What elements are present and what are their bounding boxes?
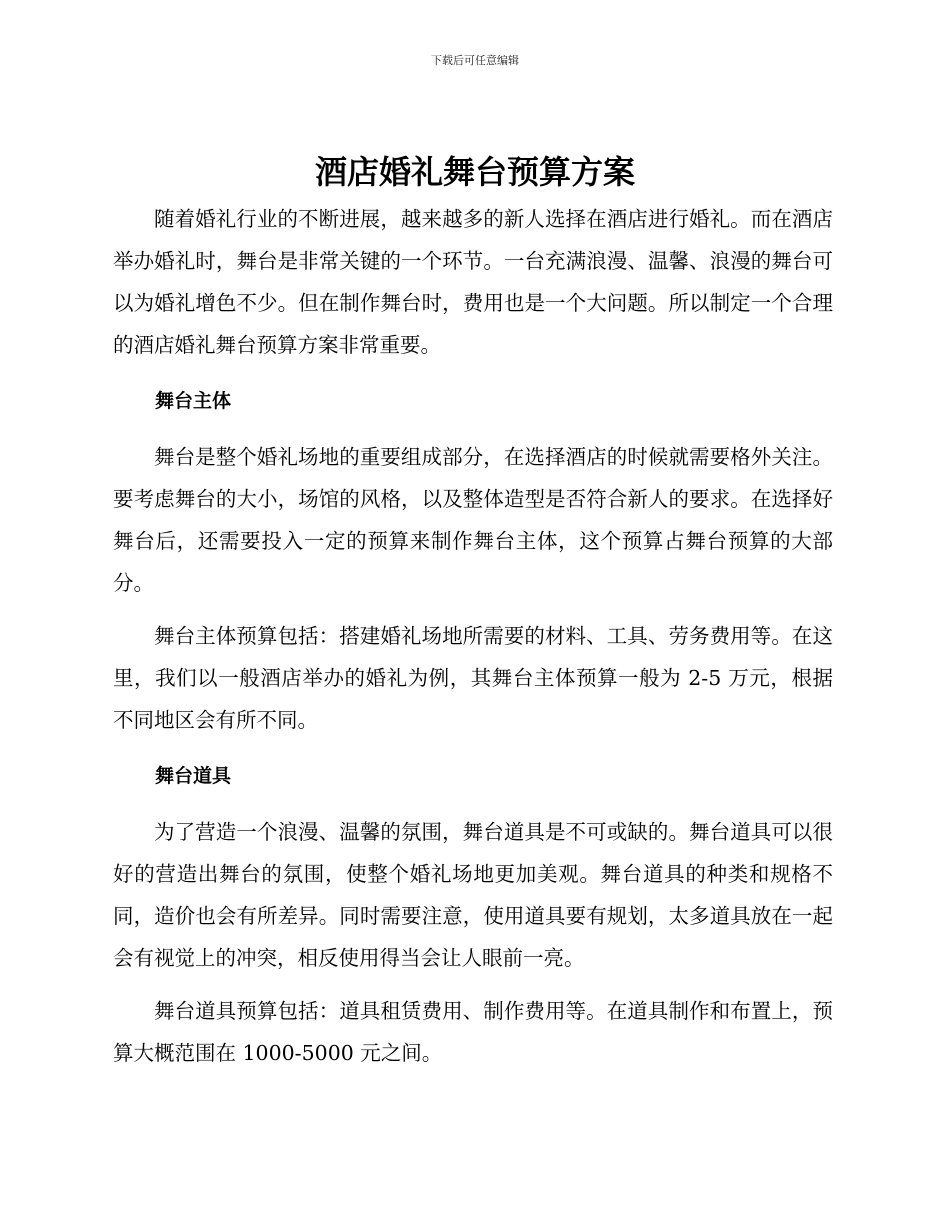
document-title: 酒店婚礼舞台预算方案 — [314, 153, 635, 191]
section-paragraph: 为了营造一个浪漫、温馨的氛围，舞台道具是不可或缺的。舞台道具可以很好的营造出舞台的氛围，使整个婚礼场地更加美观。舞台道具的种类和规格不同，造价也会有所差异。同时需要注意，使用道具要有规划，太多道具放在一起会有视觉上的冲突，相反使用得当会让人眼前一亮。 — [113, 820, 833, 970]
document-body — [113, 198, 833, 1074]
intro-paragraph: 随着婚礼行业的不断进展，越来越多的新人选择在酒店进行婚礼。而在酒店举办婚礼时，舞台是非常关键的一个环节。一台充满浪漫、温馨、浪漫的舞台可以为婚礼增色不少。但在制作舞台时，费用也是一个大问题。所以制定一个合理的酒店婚礼舞台预算方案非常重要。 — [113, 207, 833, 357]
section-paragraph: 舞台道具预算包括：道具租赁费用、制作费用等。在道具制作和布置上，预算大概范围在 1000-5000 元之间。 — [113, 999, 833, 1065]
section-heading-stage-props: 舞台道具 — [155, 765, 232, 787]
section-paragraph: 舞台主体预算包括：搭建婚礼场地所需要的材料、工具、劳务费用等。在这里，我们以一般酒店举办的婚礼为例，其舞台主体预算一般为 2-5 万元，根据不同地区会有所不同。 — [113, 624, 833, 732]
header-note: 下载后可任意编辑 — [431, 54, 519, 67]
section-paragraph: 舞台是整个婚礼场地的重要组成部分，在选择酒店的时候就需要格外关注。要考虑舞台的大小，场馆的风格，以及整体造型是否符合新人的要求。在选择好舞台后，还需要投入一定的预算来制作舞台主体，这个预算占舞台预算的大部分。 — [113, 445, 833, 595]
section-heading-stage-main: 舞台主体 — [155, 390, 232, 412]
